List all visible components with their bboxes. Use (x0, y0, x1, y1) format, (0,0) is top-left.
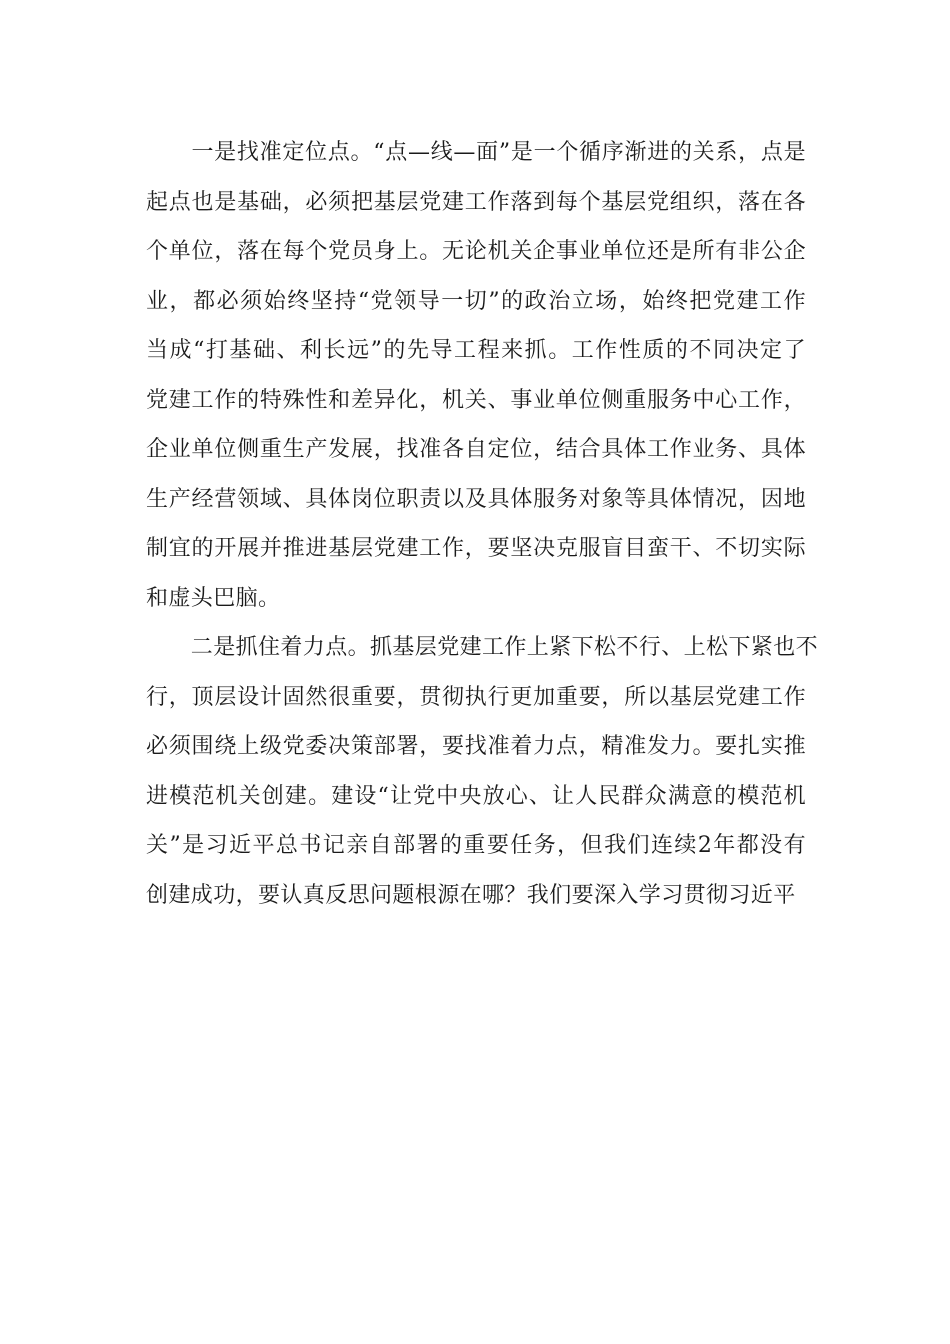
text-line: 起点也是基础，必须把基层党建工作落到每个基层党组织，落在各 (146, 189, 806, 215)
paragraph-positioning-point (146, 128, 806, 623)
text-line: 必须围绕上级党委决策部署，要找准着力点，精准发力。要扎实推 (146, 734, 806, 759)
text-line: 进模范机关创建。建设“让党中央放心、让人民群众满意的模范机 (146, 783, 806, 809)
text-line: 一是找准定位点。“点—线—面”是一个循序渐进的关系，点是 (146, 140, 806, 165)
text-line: 业，都必须始终坚持“党领导一切”的政治立场，始终把党建工作 (146, 288, 806, 314)
text-line: 二是抓住着力点。抓基层党建工作上紧下松不行、上松下紧也不 (146, 635, 819, 660)
text-line: 生产经营领域、具体岗位职责以及具体服务对象等具体情况，因地 (146, 486, 806, 512)
text-line: 行，顶层设计固然很重要，贯彻执行更加重要，所以基层党建工作 (146, 684, 806, 710)
text-line: 关”是习近平总书记亲自部署的重要任务，但我们连续2年都没有 (146, 833, 806, 858)
text-line: 创建成功，要认真反思问题根源在哪？我们要深入学习贯彻习近平 (146, 882, 796, 908)
text-line: 个单位，落在每个党员身上。无论机关企事业单位还是所有非公企 (146, 239, 806, 264)
document-body (146, 128, 819, 920)
text-line: 制宜的开展并推进基层党建工作，要坚决克服盲目蛮干、不切实际 (146, 536, 806, 561)
text-line: 党建工作的特殊性和差异化，机关、事业单位侧重服务中心工作， (146, 387, 806, 413)
text-line: 企业单位侧重生产发展，找准各自定位，结合具体工作业务、具体 (146, 437, 806, 462)
text-line: 和虚头巴脑。 (146, 585, 281, 611)
paragraph-focus-point (146, 623, 819, 920)
text-line: 当成“打基础、利长远”的先导工程来抓。工作性质的不同决定了 (146, 338, 806, 363)
